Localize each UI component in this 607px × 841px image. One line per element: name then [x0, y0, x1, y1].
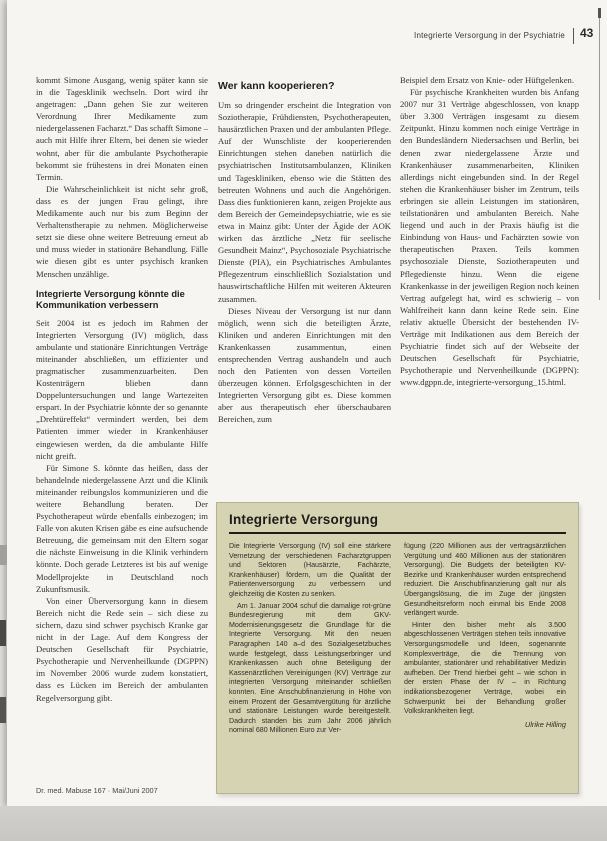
body-paragraph: Für psychische Krankheiten wurden bis Anfang 2007 nur 31 Verträge abgeschlossen, von knapp über 3.300 Verträgen insgesamt zu diesem Zeitpunkt. Hinzu kommen noch einige Verträge in den Bundesländern Niedersachsen und Berlin, bei denen zwar niedergelassene Ärzte und Krankenhäuser zusammenarbeiten, Kliniken allerdings nicht eingebunden sind. In der Regel stehen die Krankenhäuser bisher im Zentrum, teils erbringen sie allein Leistungen im stationären, teilstationären und ambulanten Bereich. Nahe liegend und auch in der Praxis häufig ist die Einbindung von Haus- und Fachärzten sowie von therapeutischen Praxen. Teils kommen psychosoziale Dienste, Soziotherapeuten und Pflegedienste hinzu. Wenn die eigene Krankenkasse in der jeweiligen Region noch keinen Vertrag aufgelegt hat, wird es schwierig – von Wahlfreiheit kann dann keine Rede sein. Eine relativ aktuelle Übersicht der bestehenden IV-Verträge mit Indikationen aus dem Bereich der Psychiatrie findet sich auf der Webseite der Deutschen Gesellschaft für Psychiatrie, Psychotherapie und Nervenheilkunde (DGPPN): www.dgppn.de, integrierte-versorgung_15.html. [400, 87, 579, 388]
body-paragraph: Dieses Niveau der Versorgung ist nur dann möglich, wenn sich die beteiligten Ärzte, Kliniken und anderen Einrichtungen mit den Krankenkassen zusammentun, einen entsprechenden Vertrag aushandeln und auch noch den Patienten von dessen Vorteilen überzeugen können. Erfolgsgeschichten in der Integrierten Versorgung gibt es. Diese kommen aber aus therapeutisch eher überschaubaren Bereichen, zum [218, 305, 391, 425]
running-head: Integrierte Versorgung in der Psychiatrie [414, 31, 565, 40]
scan-background [0, 806, 607, 841]
page-edge-rule [599, 8, 600, 300]
body-paragraph: Für Simone S. könnte das heißen, dass der behandelnde niedergelassene Arzt und die Klinik miteinander reibungslos kommunizieren und die weitere Behandlung beraten. Der Psychotherapeut würde ebenfalls einbezogen; im Falle von akuten Krisen gäbe es eine aufsuchende Betreuung, die gemeinsam mit den Eltern sogar die nächste Einweisung in die Klinik verhindern könnte. Doch gerade Letzteres ist bis auf wenige Modellprojekte in Deutschland noch Zukunftsmusik. [36, 462, 208, 594]
infobox-left-column [229, 542, 391, 770]
infobox-right-column [404, 542, 566, 770]
section-subheading: Integrierte Versorgung könnte die Kommunikation verbessern [36, 288, 185, 311]
middle-column [218, 80, 391, 504]
infobox-paragraph: Die Integrierte Versorgung (IV) soll eine stärkere Vernetzung der verschiedenen Facharztgruppen und Sektoren (Hausärzte, Fachärzte, Krankenhäuser) fördern, um die Qualität der Patientenversorgung zu verbessern und gleichzeitig die Kosten zu senken. [229, 542, 391, 598]
magazine-page [7, 0, 607, 806]
scan-artifact [0, 620, 6, 646]
scan-artifact [0, 545, 7, 565]
page-number: 43 [580, 26, 594, 40]
body-paragraph: Die Wahrscheinlichkeit ist nicht sehr groß, dass es der jungen Frau gelingt, ihre Medikamente auch nur bis zum Beginn der Verhaltenstherapie zu nehmen. Möglicherweise setzt sie diese ohne weitere Betreuung erneut ab und muss wieder in stationäre Behandlung. Fälle wie diesen gibt es unter psychisch kranken Menschen unzählige. [36, 183, 208, 279]
body-paragraph: Seit 2004 ist es jedoch im Rahmen der Integrierten Versorgung (IV) möglich, dass ambulante und stationäre Einrichtungen Verträge miteinander abschließen, um effizienter und pragmatischer zusammenzuarbeiten. Den Kostenträgern blieben dann Doppeluntersuchungen und lange Wartezeiten erspart. In der Psychiatrie könnte der so genannte „Drehtüreffekt“ vermindert werden, bei dem Patienten immer wieder in Krankenhäuser eingewiesen werden, da die ambulante Hilfe nicht greift. [36, 317, 208, 461]
scan-artifact [0, 697, 6, 723]
body-paragraph: Beispiel dem Ersatz von Knie- oder Hüftgelenken. [400, 75, 574, 85]
section-heading: Wer kann kooperieren? [218, 80, 335, 92]
infobox-title: Integrierte Versorgung [229, 512, 566, 534]
infobox-integrierte-versorgung [216, 502, 579, 794]
infobox-paragraph: Am 1. Januar 2004 schuf die damalige rot-grüne Bundesregierung mit dem GKV-Modernisierungsgesetz die Grundlage für die Integrierte Versorgung. Mit den neuen Paragraphen 140 a–d des Sozialgesetzbuches wurde festgelegt, dass Leistungserbringer und Krankenkassen auch ohne Beteiligung der Kassenärztlichen Vereinigungen (KV) Verträge zur integrierten Versorgung miteinander schließen konnten. Eine Anschubfinanzierung in Höhe von einem Prozent der Gesamtvergütung für ärztliche und stationäre Leistungen wurde bereitgestellt. Dadurch standen bis zum Jahr 2006 jährlich nominal 680 Millionen Euro zur Ver- [229, 601, 391, 735]
footer-imprint: Dr. med. Mabuse 167 · Mai/Juni 2007 [36, 786, 158, 795]
infobox-credit: Ulrike Hilling [524, 719, 566, 729]
infobox-columns [229, 542, 566, 770]
infobox-paragraph: fügung (220 Millionen aus der vertragsärztlichen Vergütung und 460 Millionen aus der stationären Versorgung). Die Budgets der beteiligten KV-Bezirke und Krankenhäuser wurden entsprechend reduziert. Die Anschubfinanzierung galt nur als Übergangslösung, die im Zuge der jüngsten Gesundheitsreform noch einmal bis Ende 2008 verlängert wurde. [404, 542, 566, 618]
header-divider [573, 28, 574, 44]
body-paragraph: Von einer Überversorgung kann in diesem Bereich nicht die Rede sein – sich diese zu sichern, dazu sind schwer psychisch Kranke gar nicht in der Lage. Auf dem Kongress der Deutschen Gesellschaft für Psychiatrie, Psychotherapie und Nervenheilkunde (DGPPN) im November 2006 wurde zudem konstatiert, dass es Lücken im Bereich der ambulanten Regelversorgung gibt. [36, 595, 208, 703]
left-column [36, 74, 208, 776]
body-paragraph: Um so dringender erscheint die Integration von Soziotherapie, Frühdiensten, Psychotherapeuten, hausärztlichen Praxen und der ambulanten Pflege. Auf der Wunschliste der kooperierenden Einrichtungen stehen daneben natürlich die psychiatrischen Institutsambulanzen, Kliniken und Tageskliniken, ebenso wie die Stätten des betreuten Wohnens und auch die Angehörigen. Dass dies funktionieren kann, zeigen Projekte aus dem Bereich der Gemeindepsychiatrie, wie es sie etwa in Mainz gibt: Unter der Ägide der AOK wirken das ärztliche „Netz für seelische Gesundheit Mainz“, Psychosoziale Psychiatrische Dienste (PIA), ein Psychiatrisches Ambulantes Pflegezentrum einschließlich Sozialstation und hauswirtschaftliche Hilfen mit weiteren Akteuren zusammen. [218, 100, 391, 304]
infobox-paragraph: Hinter den bisher mehr als 3.500 abgeschlossenen Verträgen stehen teils innovative Versorgungsmodelle und Ideen, sogenannte Komplexverträge, die die Trennung von ambulanter, stationärer und rehabilitativer Medizin aufheben. Der Trend hierbei geht – wie schon in der ersten Phase der IV – in Richtung indikationsbezogener Verträge, wobei ein Schwerpunkt bei der Behandlung großer Volkskrankheiten liegt. [404, 620, 566, 716]
right-column [400, 74, 579, 498]
body-paragraph: kommt Simone Ausgang, wenig später kann sie in die Tagesklinik wechseln. Dort wird ihr angetragen: „Dann gehen Sie zur weiteren Verordnung Ihrer Medikamente zum niedergelassenen Facharzt.“ Das schafft Simone – auch mit Hilfe ihrer Eltern, bei denen sie wieder wohnt, aber für die ambulante Psychotherapie bekommt sie frühestens in drei Monaten einen Termin. [36, 75, 208, 182]
